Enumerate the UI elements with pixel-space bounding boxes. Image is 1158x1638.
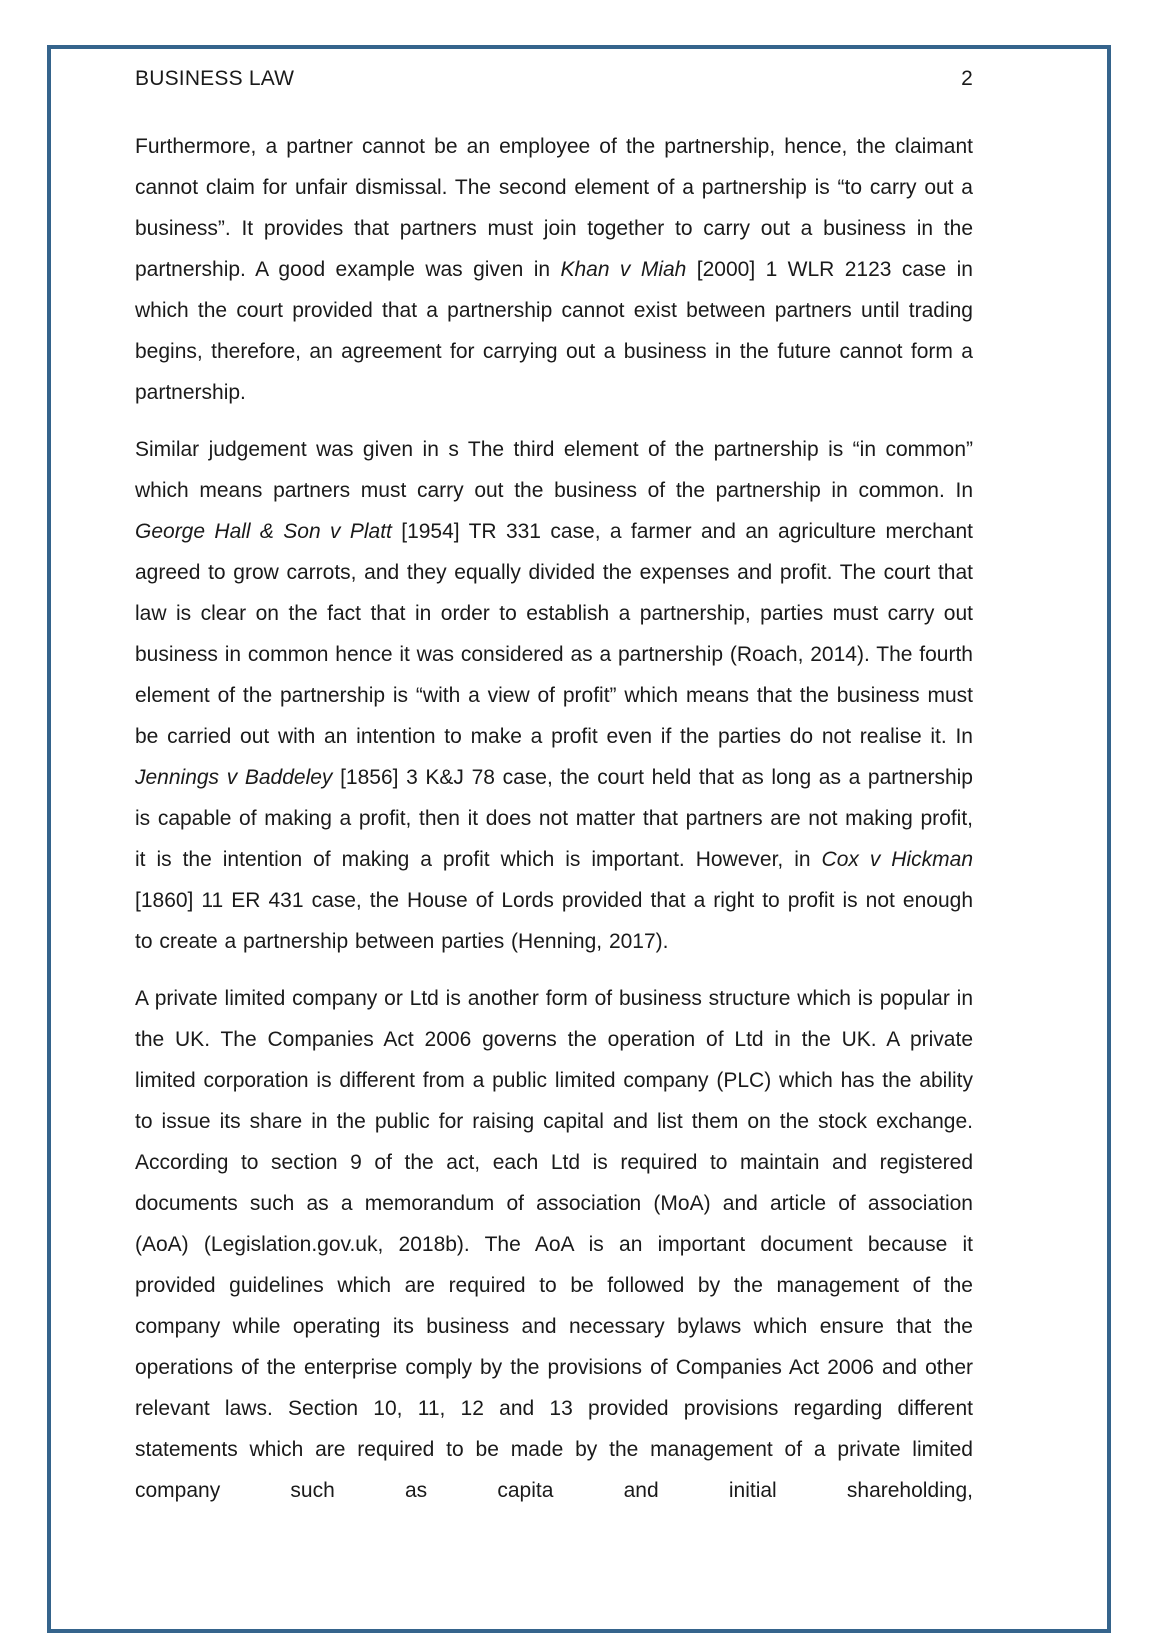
case-citation: George Hall & Son v Platt: [135, 520, 392, 543]
paragraph: [135, 978, 973, 1511]
text-run: Similar judgement was given in s The third element of the partnership is “in common” which means partners must carry out the business of the partnership in common. In: [135, 438, 973, 502]
text-run: Furthermore, a partner cannot be an employee of the partnership, hence, the claimant cannot claim for unfair dismissal. The second element of a partnership is “to carry out a business”. It provides that partners must join together to carry out a business in the partnership. A good example was given in: [135, 135, 973, 281]
page-header: [135, 66, 973, 92]
text-run: A private limited company or Ltd is another form of business structure which is popular in the UK. The Companies Act 2006 governs the operation of Ltd in the UK. A private limited corporation is different from a public limited company (PLC) which has the ability to issue its share in the public for raising capital and list them on the stock exchange. According to section 9 of the act, each Ltd is required to maintain and registered documents such as a memorandum of association (MoA) and article of association (AoA) (Legislation.gov.uk, 2018b). The AoA is an important document because it provided guidelines which are required to be followed by the management of the company while operating its business and necessary bylaws which ensure that the operations of the enterprise comply by the provisions of Companies Act 2006 and other relevant laws. Section 10, 11, 12 and 13 provided provisions regarding different statements which are required to be made by the management of a private limited company such as capita and initial shareholding,: [135, 987, 973, 1502]
page-content: [135, 66, 973, 1527]
running-head: BUSINESS LAW: [135, 67, 295, 90]
document-body: [135, 126, 973, 1511]
text-run: [1860] 11 ER 431 case, the House of Lords provided that a right to profit is not enough to create a partnership between parties (Henning, 2017).: [135, 889, 973, 953]
case-citation: Khan v Miah: [560, 258, 687, 281]
case-citation: Cox v Hickman: [821, 848, 973, 871]
case-citation: Jennings v Baddeley: [135, 766, 333, 789]
paragraph: [135, 429, 973, 962]
page-number: 2: [961, 67, 973, 90]
paragraph: [135, 126, 973, 413]
text-run: [1856] 3 K&J 78 case, the court held that as long as a partnership is capable of making a profit, then it does not matter that partners are not making profit, it is the intention of making a profit which is important. However, in: [135, 766, 973, 871]
text-run: [2000] 1 WLR 2123 case in which the court provided that a partnership cannot exist between partners until trading begins, therefore, an agreement for carrying out a business in the future cannot form a partnership.: [135, 258, 973, 404]
text-run: [1954] TR 331 case, a farmer and an agriculture merchant agreed to grow carrots, and they equally divided the expenses and profit. The court that law is clear on the fact that in order to establish a partnership, parties must carry out business in common hence it was considered as a partnership (Roach, 2014). The fourth element of the partnership is “with a view of profit” which means that the business must be carried out with an intention to make a profit even if the parties do not realise it. In: [135, 520, 973, 748]
